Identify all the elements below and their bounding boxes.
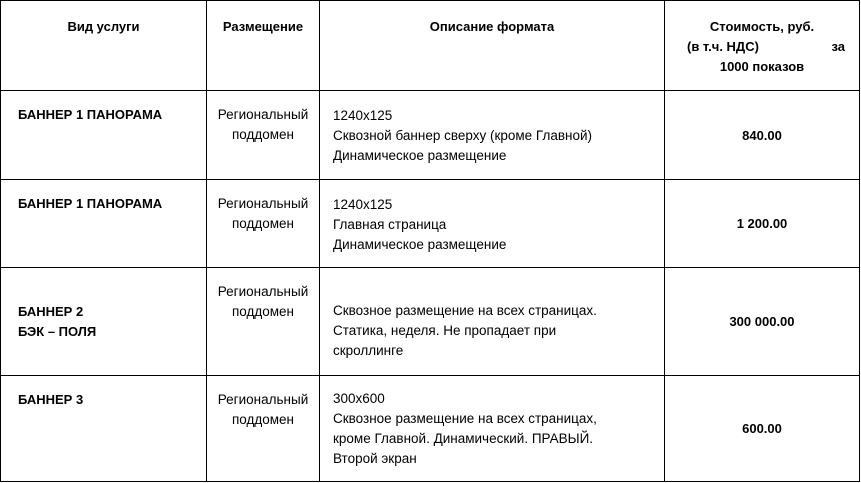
header-price [665,1,860,91]
placement-line: поддомен [231,304,295,319]
description-line: Главная страница [333,217,447,232]
placement-line: Региональный [217,196,309,211]
header-row [1,1,860,91]
description-line: Сквозной баннер сверху (кроме Главной) [333,128,593,143]
header-placement [207,1,320,91]
table-row [1,268,860,376]
placement-line: Региональный [217,107,309,122]
description-line: Сквозное размещение на всех страницах, [333,411,597,426]
description-cell [320,180,665,268]
table-row [1,376,860,482]
description-line: Статика, неделя. Не пропадает при [333,323,557,338]
placement-cell [207,91,320,180]
placement-line: поддомен [231,216,295,231]
header-price-vat: (в т.ч. НДС) [687,39,759,54]
description-line: Динамическое размещение [333,148,507,163]
price-cell: 600.00 [665,376,860,482]
description-cell [320,91,665,180]
description-cell [320,268,665,376]
header-description [320,1,665,91]
price-cell: 300 000.00 [665,268,860,376]
header-placement-label: Размещение [222,19,304,34]
placement-line: Региональный [217,284,309,299]
placement-line: поддомен [231,127,295,142]
description-line: кроме Главной. Динамический. ПРАВЫЙ. [333,431,594,446]
table-row [1,91,860,180]
header-price-label [665,1,859,77]
description-line: Второй экран [333,451,417,466]
service-cell [1,180,207,268]
description-line: 300х600 [333,391,385,406]
description-line: 1240х125 [333,197,393,212]
placement-line: поддомен [231,412,295,427]
header-description-label: Описание формата [429,19,555,34]
placement-cell [207,268,320,376]
price-cell: 840.00 [665,91,860,180]
description-line: Сквозное размещение на всех страницах. [333,303,597,318]
header-price-per: за [831,39,845,54]
service-cell [1,268,207,376]
service-name: БАННЕР 3 [18,392,84,407]
description-line: Динамическое размещение [333,237,507,252]
placement-line: Региональный [217,392,309,407]
header-service-label: Вид услуги [67,19,140,34]
service-cell [1,91,207,180]
placement-cell [207,180,320,268]
service-name: БАННЕР 1 ПАНОРАМА [18,196,163,211]
table-row [1,180,860,268]
header-price-line3: 1000 показов [719,59,805,74]
service-cell [1,376,207,482]
price-cell: 1 200.00 [665,180,860,268]
description-line: 1240х125 [333,108,393,123]
header-service [1,1,207,91]
description-cell [320,376,665,482]
service-name: БАННЕР 1 ПАНОРАМА [18,107,163,122]
service-name: БАННЕР 2 [18,304,84,319]
header-price-line2 [665,37,859,57]
placement-cell [207,376,320,482]
service-name: БЭК – ПОЛЯ [18,324,97,339]
description-line: скроллинге [333,343,404,358]
header-price-line1: Стоимость, руб. [709,19,815,34]
